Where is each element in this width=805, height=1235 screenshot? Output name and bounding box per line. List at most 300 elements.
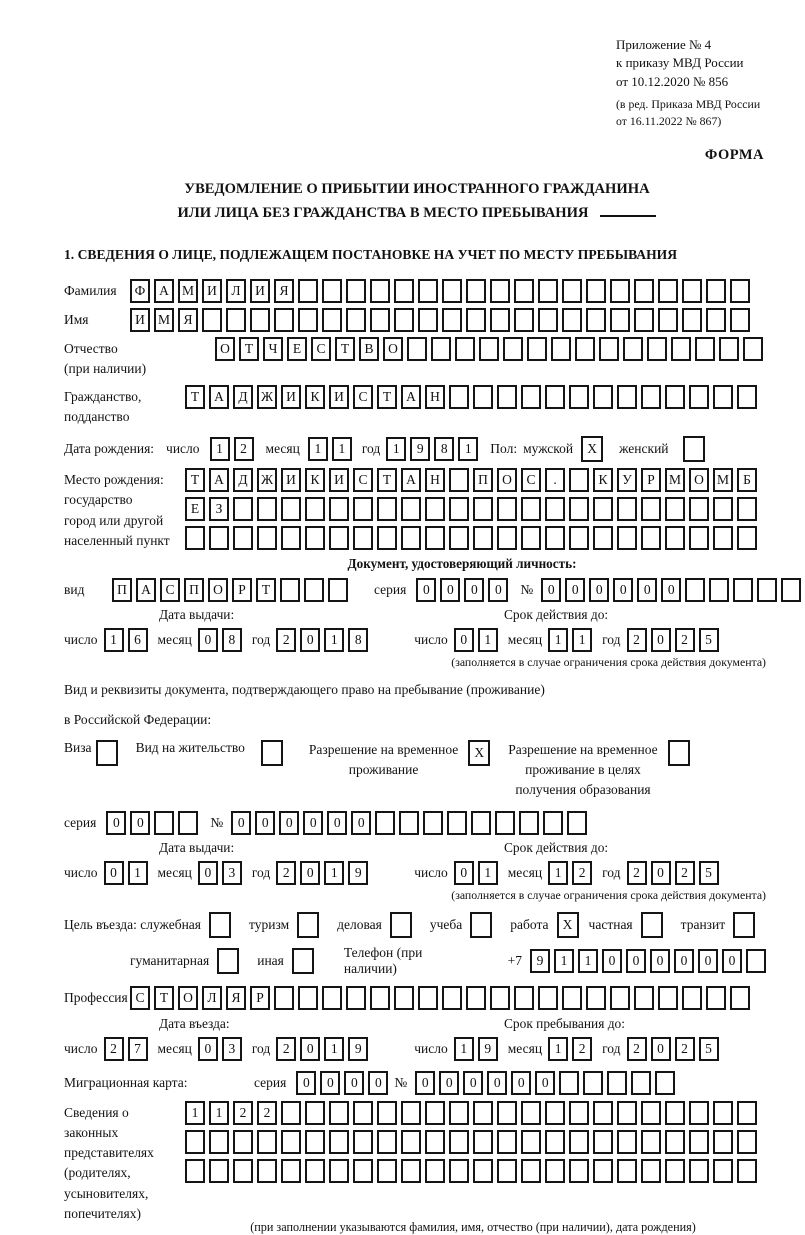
form-cell[interactable]: И [329,468,349,492]
form-cell[interactable] [322,308,342,332]
form-cell[interactable]: 2 [572,1037,592,1061]
form-cell[interactable] [538,986,558,1010]
form-cell[interactable] [497,497,517,521]
form-cell[interactable] [497,1130,517,1154]
form-cell[interactable] [353,526,373,550]
form-cell[interactable] [399,811,419,835]
form-cell[interactable] [545,497,565,521]
form-cell[interactable] [346,308,366,332]
form-cell[interactable]: 2 [572,861,592,885]
form-cell[interactable] [713,1130,733,1154]
form-cell[interactable] [233,1130,253,1154]
form-cell[interactable]: 0 [463,1071,483,1095]
form-cell[interactable] [737,1130,757,1154]
form-cell[interactable] [631,1071,651,1095]
form-cell[interactable] [185,1159,205,1183]
form-cell[interactable]: Е [287,337,307,361]
form-cell[interactable] [495,811,515,835]
form-cell[interactable] [447,811,467,835]
form-cell[interactable]: 0 [589,578,609,602]
form-cell[interactable] [449,1101,469,1125]
form-cell[interactable]: 9 [410,437,430,461]
form-cell[interactable]: М [665,468,685,492]
form-cell[interactable]: 1 [478,861,498,885]
form-cell[interactable] [685,578,705,602]
form-cell[interactable]: И [250,279,270,303]
form-cell[interactable] [521,1130,541,1154]
form-cell[interactable] [257,526,277,550]
form-cell[interactable] [390,912,412,938]
form-cell[interactable] [689,1159,709,1183]
form-cell[interactable] [514,308,534,332]
form-cell[interactable] [586,308,606,332]
form-cell[interactable] [503,337,523,361]
form-cell[interactable] [497,1159,517,1183]
form-cell[interactable]: П [112,578,132,602]
form-cell[interactable]: Т [239,337,259,361]
form-cell[interactable] [418,308,438,332]
form-cell[interactable]: 0 [565,578,585,602]
form-cell[interactable]: 2 [234,437,254,461]
form-cell[interactable]: 0 [130,811,150,835]
form-cell[interactable] [281,497,301,521]
form-cell[interactable]: 0 [602,949,622,973]
form-cell[interactable] [562,986,582,1010]
form-cell[interactable]: 1 [458,437,478,461]
form-cell[interactable] [689,1130,709,1154]
form-cell[interactable]: Т [256,578,276,602]
form-cell[interactable]: А [401,468,421,492]
form-cell[interactable]: Р [250,986,270,1010]
form-cell[interactable] [449,497,469,521]
form-cell[interactable]: 1 [128,861,148,885]
form-cell[interactable]: А [154,279,174,303]
form-cell[interactable] [298,986,318,1010]
form-cell[interactable] [425,1101,445,1125]
form-cell[interactable] [497,385,517,409]
form-cell[interactable] [737,1159,757,1183]
form-cell[interactable] [514,279,534,303]
form-cell[interactable]: 1 [454,1037,474,1061]
form-cell[interactable] [665,385,685,409]
form-cell[interactable] [599,337,619,361]
form-cell[interactable]: 2 [627,628,647,652]
form-cell[interactable] [455,337,475,361]
form-cell[interactable] [683,436,705,462]
form-cell[interactable]: 2 [276,1037,296,1061]
form-cell[interactable] [377,497,397,521]
form-cell[interactable]: 0 [255,811,275,835]
form-cell[interactable]: К [305,468,325,492]
form-cell[interactable] [449,385,469,409]
form-cell[interactable] [641,497,661,521]
form-cell[interactable] [329,1130,349,1154]
form-cell[interactable]: 2 [104,1037,124,1061]
form-cell[interactable] [305,526,325,550]
form-cell[interactable] [473,1159,493,1183]
form-cell[interactable]: 0 [511,1071,531,1095]
form-cell[interactable] [713,385,733,409]
form-cell[interactable]: 9 [478,1037,498,1061]
form-cell[interactable] [292,948,314,974]
form-cell[interactable] [668,740,690,766]
form-cell[interactable]: 1 [209,1101,229,1125]
form-cell[interactable] [305,1159,325,1183]
form-cell[interactable] [305,497,325,521]
form-cell[interactable] [733,912,755,938]
form-cell[interactable]: 0 [368,1071,388,1095]
form-cell[interactable]: 0 [626,949,646,973]
form-cell[interactable] [257,1130,277,1154]
form-cell[interactable] [706,308,726,332]
form-cell[interactable]: Д [233,385,253,409]
form-cell[interactable] [328,578,348,602]
form-cell[interactable] [575,337,595,361]
form-cell[interactable]: Я [226,986,246,1010]
form-cell[interactable] [449,526,469,550]
form-cell[interactable]: З [209,497,229,521]
form-cell[interactable] [346,986,366,1010]
form-cell[interactable] [370,279,390,303]
form-cell[interactable]: 1 [554,949,574,973]
form-cell[interactable]: 7 [128,1037,148,1061]
form-cell[interactable] [737,497,757,521]
form-cell[interactable] [497,526,517,550]
form-cell[interactable] [297,912,319,938]
form-cell[interactable] [682,308,702,332]
form-cell[interactable] [329,1159,349,1183]
form-cell[interactable]: М [178,279,198,303]
form-cell[interactable]: 0 [454,861,474,885]
form-cell[interactable] [490,986,510,1010]
form-cell[interactable]: И [329,385,349,409]
form-cell[interactable] [713,1159,733,1183]
form-cell[interactable] [569,468,589,492]
form-cell[interactable]: 0 [198,628,218,652]
form-cell[interactable] [425,1130,445,1154]
form-cell[interactable]: 0 [344,1071,364,1095]
form-cell[interactable] [521,1101,541,1125]
form-cell[interactable] [521,385,541,409]
form-cell[interactable] [545,1101,565,1125]
form-cell[interactable] [665,1130,685,1154]
form-cell[interactable] [304,578,324,602]
form-cell[interactable] [658,986,678,1010]
form-cell[interactable]: 0 [327,811,347,835]
form-cell[interactable]: 0 [651,628,671,652]
form-cell[interactable]: 0 [637,578,657,602]
form-cell[interactable]: Ф [130,279,150,303]
form-cell[interactable] [442,279,462,303]
form-cell[interactable]: 9 [348,1037,368,1061]
form-cell[interactable]: Л [226,279,246,303]
form-cell[interactable]: 2 [675,861,695,885]
form-cell[interactable]: Т [377,468,397,492]
form-cell[interactable] [593,526,613,550]
form-cell[interactable]: 0 [722,949,742,973]
form-cell[interactable] [280,578,300,602]
form-cell[interactable] [617,1101,637,1125]
form-cell[interactable]: X [468,740,490,766]
form-cell[interactable] [257,1159,277,1183]
form-cell[interactable]: 1 [324,861,344,885]
form-cell[interactable] [233,497,253,521]
form-cell[interactable] [641,1101,661,1125]
form-cell[interactable] [442,986,462,1010]
form-cell[interactable]: И [202,279,222,303]
form-cell[interactable] [569,497,589,521]
form-cell[interactable] [545,1159,565,1183]
form-cell[interactable] [394,308,414,332]
form-cell[interactable] [623,337,643,361]
form-cell[interactable] [617,1159,637,1183]
form-cell[interactable] [466,308,486,332]
form-cell[interactable] [610,986,630,1010]
form-cell[interactable]: 6 [128,628,148,652]
form-cell[interactable]: Н [425,468,445,492]
form-cell[interactable] [377,526,397,550]
form-cell[interactable] [634,308,654,332]
form-cell[interactable] [641,1130,661,1154]
form-cell[interactable] [655,1071,675,1095]
form-cell[interactable] [473,1101,493,1125]
form-cell[interactable] [562,279,582,303]
form-cell[interactable]: 0 [198,1037,218,1061]
form-cell[interactable] [233,526,253,550]
form-cell[interactable]: 1 [324,1037,344,1061]
form-cell[interactable] [730,279,750,303]
form-cell[interactable] [274,986,294,1010]
form-cell[interactable] [466,986,486,1010]
form-cell[interactable]: 0 [487,1071,507,1095]
form-cell[interactable] [543,811,563,835]
form-cell[interactable] [185,526,205,550]
form-cell[interactable]: 0 [296,1071,316,1095]
form-cell[interactable]: 5 [699,628,719,652]
form-cell[interactable]: Р [641,468,661,492]
form-cell[interactable]: С [353,385,373,409]
form-cell[interactable] [226,308,246,332]
form-cell[interactable] [713,497,733,521]
form-cell[interactable]: С [521,468,541,492]
form-cell[interactable] [418,986,438,1010]
form-cell[interactable] [217,948,239,974]
form-cell[interactable] [733,578,753,602]
form-cell[interactable]: Т [377,385,397,409]
form-cell[interactable] [322,279,342,303]
form-cell[interactable]: 0 [198,861,218,885]
form-cell[interactable]: 8 [222,628,242,652]
form-cell[interactable] [394,279,414,303]
form-cell[interactable] [353,1101,373,1125]
form-cell[interactable] [713,1101,733,1125]
form-cell[interactable] [617,385,637,409]
form-cell[interactable]: Ж [257,385,277,409]
form-cell[interactable]: X [581,436,603,462]
form-cell[interactable] [375,811,395,835]
form-cell[interactable] [418,279,438,303]
form-cell[interactable] [154,811,174,835]
form-cell[interactable] [593,497,613,521]
form-cell[interactable] [610,279,630,303]
form-cell[interactable]: X [557,912,579,938]
form-cell[interactable]: А [401,385,421,409]
form-cell[interactable]: 0 [300,628,320,652]
form-cell[interactable]: Т [335,337,355,361]
form-cell[interactable]: 0 [651,1037,671,1061]
form-cell[interactable] [706,279,726,303]
form-cell[interactable] [743,337,763,361]
form-cell[interactable]: 9 [348,861,368,885]
form-cell[interactable]: М [154,308,174,332]
form-cell[interactable] [473,385,493,409]
form-cell[interactable]: 0 [439,1071,459,1095]
form-cell[interactable]: 0 [613,578,633,602]
form-cell[interactable] [586,986,606,1010]
form-cell[interactable] [322,986,342,1010]
form-cell[interactable] [202,308,222,332]
form-cell[interactable] [634,986,654,1010]
form-cell[interactable]: . [545,468,565,492]
form-cell[interactable] [401,526,421,550]
form-cell[interactable]: Т [185,385,205,409]
form-cell[interactable]: 1 [308,437,328,461]
form-cell[interactable] [209,1130,229,1154]
form-cell[interactable] [737,1101,757,1125]
form-cell[interactable]: 0 [541,578,561,602]
form-cell[interactable] [689,1101,709,1125]
form-cell[interactable]: У [617,468,637,492]
form-cell[interactable]: 1 [548,861,568,885]
form-cell[interactable] [545,1130,565,1154]
form-cell[interactable]: О [215,337,235,361]
form-cell[interactable]: 0 [300,861,320,885]
form-cell[interactable]: А [209,468,229,492]
form-cell[interactable] [281,1159,301,1183]
form-cell[interactable]: 0 [320,1071,340,1095]
form-cell[interactable] [569,1159,589,1183]
form-cell[interactable]: М [713,468,733,492]
form-cell[interactable] [514,986,534,1010]
form-cell[interactable]: С [160,578,180,602]
form-cell[interactable] [713,526,733,550]
form-cell[interactable]: Ч [263,337,283,361]
form-cell[interactable] [473,526,493,550]
form-cell[interactable] [353,497,373,521]
form-cell[interactable]: Б [737,468,757,492]
form-cell[interactable]: 1 [572,628,592,652]
form-cell[interactable]: А [209,385,229,409]
form-cell[interactable] [449,1130,469,1154]
form-cell[interactable] [281,1130,301,1154]
form-cell[interactable] [781,578,801,602]
form-cell[interactable]: 2 [675,1037,695,1061]
form-cell[interactable] [593,1159,613,1183]
form-cell[interactable] [449,468,469,492]
form-cell[interactable] [689,497,709,521]
form-cell[interactable] [401,497,421,521]
form-cell[interactable]: 1 [386,437,406,461]
form-cell[interactable]: 0 [698,949,718,973]
form-cell[interactable] [261,740,283,766]
form-cell[interactable]: 0 [104,861,124,885]
form-cell[interactable]: 0 [440,578,460,602]
form-cell[interactable]: 3 [222,861,242,885]
form-cell[interactable]: О [383,337,403,361]
form-cell[interactable] [209,912,231,938]
form-cell[interactable] [521,526,541,550]
form-cell[interactable]: 2 [257,1101,277,1125]
form-cell[interactable] [538,308,558,332]
form-cell[interactable] [401,1130,421,1154]
form-cell[interactable] [185,1130,205,1154]
form-cell[interactable]: 0 [416,578,436,602]
form-cell[interactable]: А [136,578,156,602]
form-cell[interactable]: И [130,308,150,332]
form-cell[interactable] [586,279,606,303]
form-cell[interactable]: О [208,578,228,602]
form-cell[interactable] [567,811,587,835]
form-cell[interactable] [298,308,318,332]
form-cell[interactable]: 1 [185,1101,205,1125]
form-cell[interactable] [479,337,499,361]
form-cell[interactable] [569,385,589,409]
form-cell[interactable] [425,497,445,521]
form-cell[interactable] [610,308,630,332]
form-cell[interactable]: Я [178,308,198,332]
form-cell[interactable] [682,986,702,1010]
form-cell[interactable]: Ж [257,468,277,492]
form-cell[interactable] [634,279,654,303]
form-cell[interactable]: 5 [699,861,719,885]
form-cell[interactable] [607,1071,627,1095]
form-cell[interactable] [377,1159,397,1183]
form-cell[interactable] [593,1130,613,1154]
form-cell[interactable]: 0 [415,1071,435,1095]
form-cell[interactable]: С [353,468,373,492]
form-cell[interactable] [353,1159,373,1183]
form-cell[interactable] [583,1071,603,1095]
form-cell[interactable]: 0 [303,811,323,835]
form-cell[interactable]: 2 [233,1101,253,1125]
form-cell[interactable]: П [184,578,204,602]
form-cell[interactable]: 2 [276,861,296,885]
form-cell[interactable]: О [689,468,709,492]
form-cell[interactable] [473,497,493,521]
form-cell[interactable] [250,308,270,332]
form-cell[interactable] [497,1101,517,1125]
form-cell[interactable] [665,1159,685,1183]
form-cell[interactable]: 0 [488,578,508,602]
form-cell[interactable]: 8 [434,437,454,461]
form-cell[interactable]: 1 [210,437,230,461]
form-cell[interactable] [431,337,451,361]
form-cell[interactable] [593,1101,613,1125]
form-cell[interactable]: 1 [548,628,568,652]
form-cell[interactable] [545,526,565,550]
form-cell[interactable]: 5 [699,1037,719,1061]
form-cell[interactable] [442,308,462,332]
form-cell[interactable] [719,337,739,361]
form-cell[interactable] [641,1159,661,1183]
form-cell[interactable]: О [178,986,198,1010]
form-cell[interactable]: 0 [351,811,371,835]
form-cell[interactable]: 0 [231,811,251,835]
form-cell[interactable] [425,526,445,550]
form-cell[interactable] [593,385,613,409]
form-cell[interactable]: 8 [348,628,368,652]
form-cell[interactable] [682,279,702,303]
